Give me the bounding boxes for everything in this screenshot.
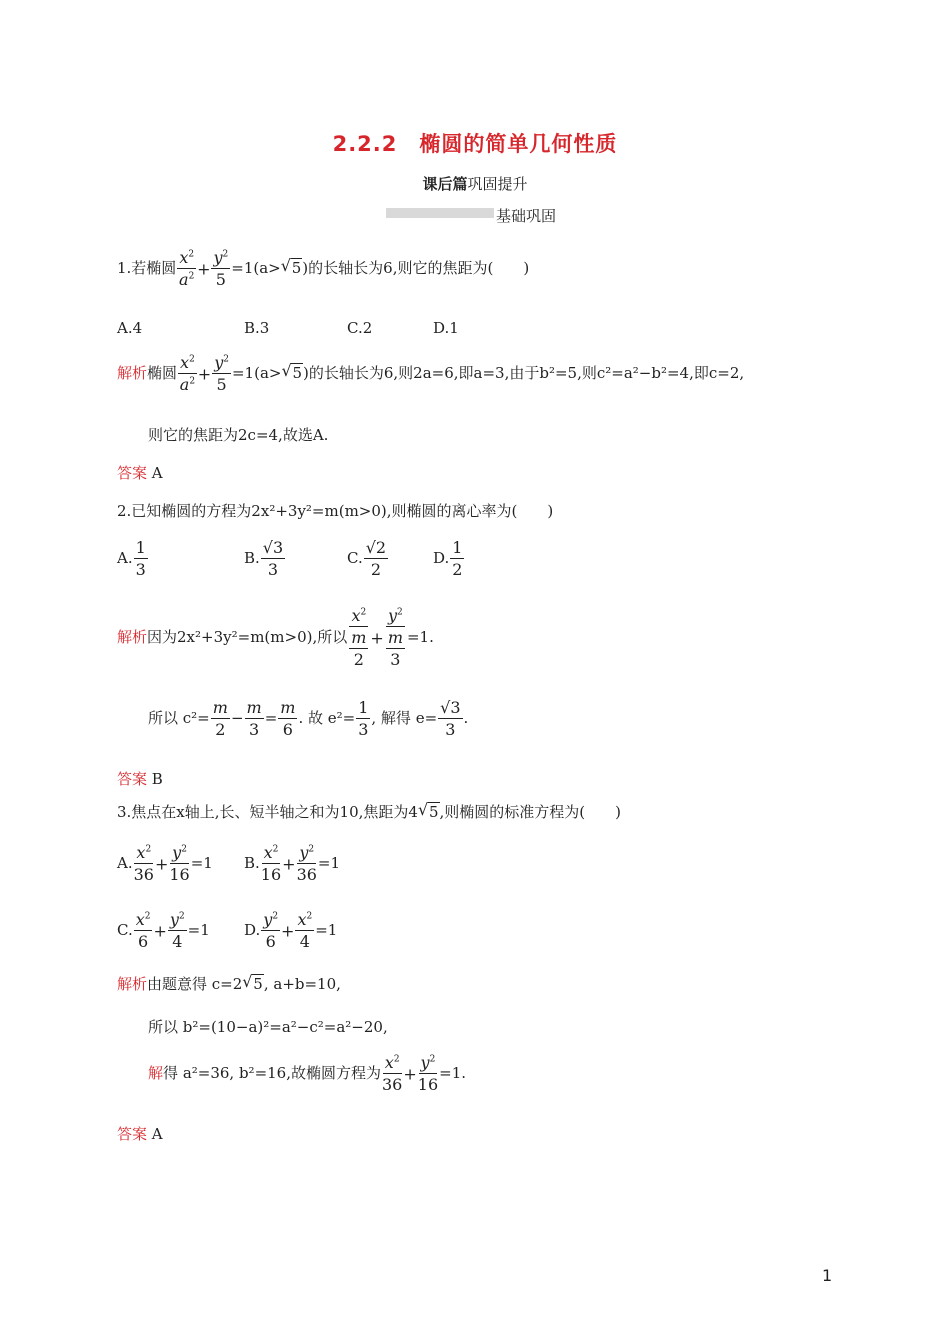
q1-option-b: B.3 (244, 319, 270, 337)
page-number: 1 (822, 1266, 833, 1285)
page-title: 2.2.2 椭圆的简单几何性质 (332, 132, 618, 156)
q2-analysis-line2: 所以 c²= $\frac{m}{2}$ − $\frac{m}{3}$ = $\frac{m}{6}$ . 故 e²= $\frac{1}{3}$ , 解得 e= $\frac{√3}{3}$ . (148, 698, 469, 739)
q3-analysis-line2: 所以 b²=(10−a)²=a²−c²=a²−20, (148, 1018, 388, 1036)
q1-analysis: 解析椭圆 $\frac{x^2}{a^2}$ + $\frac{y^2}{5}$ =1(a>√ 5)的长轴长为6,则2a=6,即a=3,由于b²=5,则c²=a²−b²=4,即c=2, (117, 355, 744, 393)
q2-option-c: C. $\frac{√2}{2}$ (347, 538, 387, 579)
q3-option-d: D. $\frac{y^2}{6}$ + $\frac{x^2}{4}$ =1 (244, 910, 338, 951)
q3-analysis: 解析由题意得 c=2√ 5, a+b=10, (117, 973, 341, 994)
q3-stem: 3.焦点在x轴上,长、短半轴之和为10,焦距为4√ 5,则椭圆的标准方程为( ) (117, 801, 621, 822)
subtitle: 课后篇巩固提升 (422, 175, 528, 193)
q2-answer: 答案 B (117, 770, 163, 788)
q3-option-b: B. $\frac{x^2}{16}$ + $\frac{y^2}{36}$ =1 (244, 843, 341, 884)
q2-option-b: B. $\frac{√3}{3}$ (244, 538, 284, 579)
q1-stem: 1.若椭圆 $\frac{x^2}{a^2}$ + $\frac{y^2}{5}$ =1(a>√ 5)的长轴长为6,则它的焦距为( ) (117, 250, 529, 288)
q2-analysis: 解析因为2x²+3y²=m(m>0),所以 $\frac{x^2}{\frac{m}{2}}$ + $\frac{y^2}{\frac{m}{3}}$ =1. (117, 606, 434, 669)
q3-option-c: C. $\frac{x^2}{6}$ + $\frac{y^2}{4}$ =1 (117, 910, 210, 951)
q1-option-a: A.4 (117, 319, 143, 337)
q2-option-a: A. $\frac{1}{3}$ (117, 538, 146, 579)
section-bar (386, 208, 494, 218)
section-label: 基础巩固 (496, 207, 557, 225)
q3-answer: 答案 A (117, 1125, 163, 1143)
q2-stem: 2.已知椭圆的方程为2x²+3y²=m(m>0),则椭圆的离心率为( ) (117, 502, 554, 520)
q1-option-c: C.2 (347, 319, 373, 337)
q3-option-a: A. $\frac{x^2}{36}$ + $\frac{y^2}{16}$ =1 (117, 843, 213, 884)
q3-analysis-line3: 解得 a²=36, b²=16,故椭圆方程为 $\frac{x^2}{36}$ + $\frac{y^2}{16}$ =1. (148, 1053, 467, 1094)
q2-option-d: D. $\frac{1}{2}$ (433, 538, 463, 579)
q1-answer: 答案 A (117, 464, 163, 482)
q1-option-d: D.1 (433, 319, 459, 337)
q1-analysis-line2: 则它的焦距为2c=4,故选A. (148, 426, 329, 444)
